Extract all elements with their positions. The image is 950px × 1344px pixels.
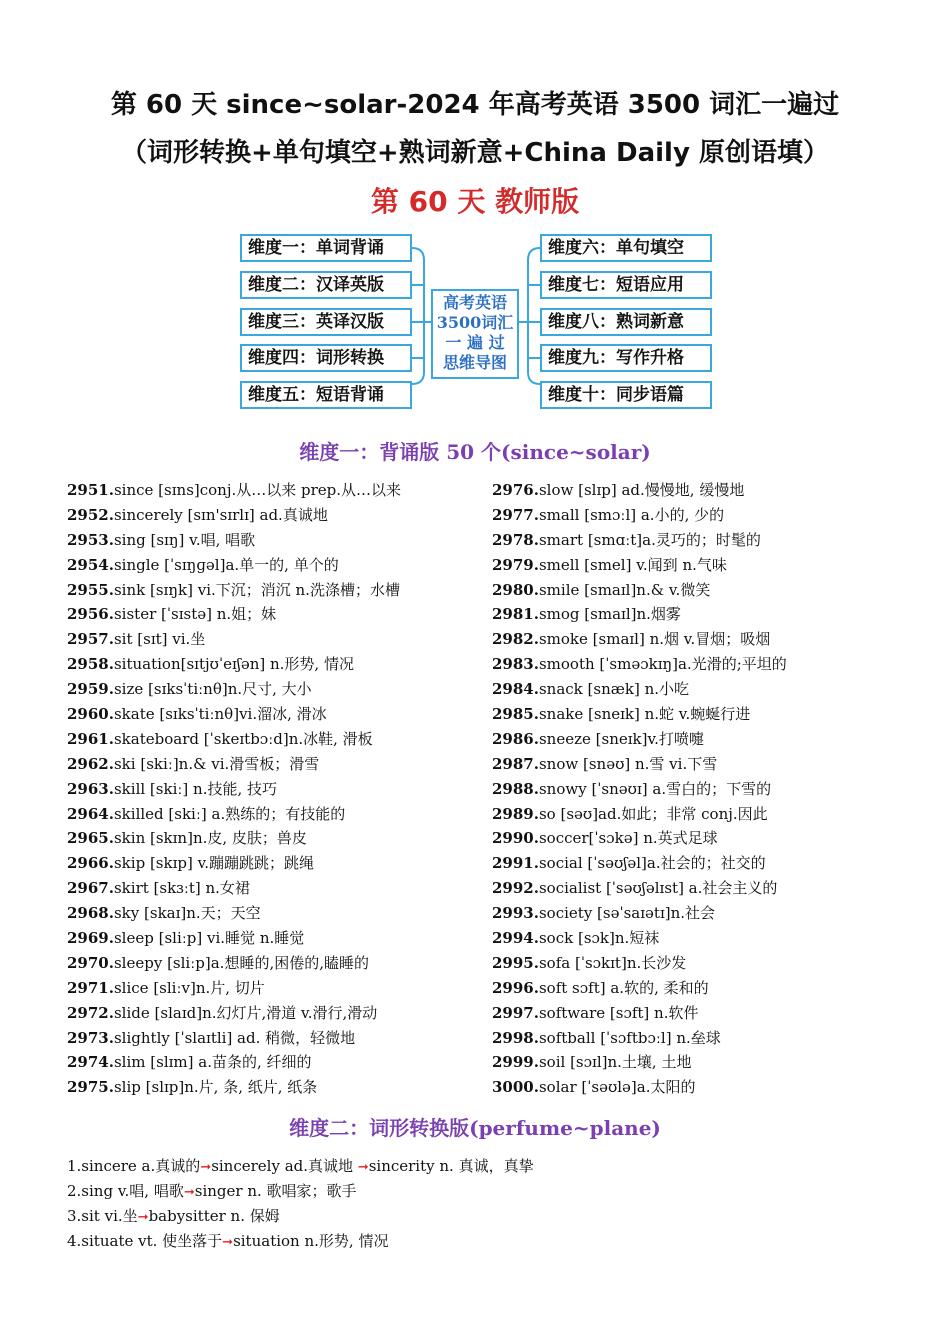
entry-definition: sock [sɔk]n.短袜 bbox=[538, 929, 660, 948]
section-heading-recitation: 维度一：背诵版 50 个(since~solar) bbox=[299, 440, 651, 464]
entry-number: 2982. bbox=[492, 630, 539, 649]
vocab-entry bbox=[492, 951, 912, 976]
entry-number: 2953. bbox=[67, 530, 114, 549]
entry-number: 2987. bbox=[492, 754, 539, 773]
word-form-item: 4.situate vt. 使坐落于 bbox=[67, 1232, 223, 1250]
entry-definition: social [ˈsəʊʃəl]a.社会的；社交的 bbox=[538, 854, 766, 873]
vocab-entry bbox=[492, 727, 912, 752]
vocab-entry bbox=[67, 602, 487, 627]
entry-number: 2951. bbox=[67, 481, 114, 499]
entry-number: 2996. bbox=[492, 978, 539, 997]
entry-definition: snack [snæk] n.小吃 bbox=[538, 680, 689, 699]
arrow-right-icon: ➞ bbox=[200, 1160, 212, 1175]
entry-number: 2991. bbox=[492, 854, 539, 873]
entry-definition: skirt [skɜːt] n.女裙 bbox=[113, 879, 250, 898]
entry-definition: slim [slɪm] a.苗条的, 纤细的 bbox=[113, 1053, 312, 1072]
entry-number: 2968. bbox=[67, 904, 114, 923]
left-bracket bbox=[412, 248, 424, 384]
word-form-item: 3.sit vi.坐 bbox=[67, 1207, 138, 1225]
entry-definition: socialist [ˈsəʊʃəlɪst] a.社会主义的 bbox=[538, 879, 778, 898]
entry-number: 2960. bbox=[67, 705, 114, 724]
vocab-entry bbox=[67, 578, 487, 603]
vocab-entry bbox=[67, 528, 487, 553]
vocab-entry bbox=[67, 702, 487, 727]
entry-number: 2954. bbox=[67, 555, 114, 574]
vocab-entry bbox=[67, 652, 487, 677]
vocab-entry bbox=[492, 677, 912, 702]
entry-definition: skate [sɪksˈtiːnθ]vi.溜冰, 滑冰 bbox=[113, 705, 327, 724]
entry-definition: society [səˈsaɪətɪ]n.社会 bbox=[538, 904, 716, 923]
entry-definition: sincerely [sɪn'sɪrlɪ] ad.真诚地 bbox=[113, 505, 328, 524]
entry-number: 2958. bbox=[67, 655, 114, 674]
entry-definition: smell [smel] v.闻到 n.气味 bbox=[538, 555, 727, 574]
vocab-entry bbox=[67, 727, 487, 752]
entry-definition: smog [smaɪl]n.烟雾 bbox=[538, 605, 681, 624]
mindmap-center-line: 思维导图 bbox=[442, 353, 507, 372]
entry-definition: single [ˈsɪŋɡəl]a.单一的, 单个的 bbox=[113, 555, 339, 574]
vocab-entry bbox=[492, 826, 912, 851]
vocab-entry bbox=[67, 976, 487, 1001]
entry-number: 2959. bbox=[67, 680, 114, 699]
entry-definition: sink [sɪŋk] vi.下沉；消沉 n.洗涤槽；水槽 bbox=[113, 580, 400, 599]
word-form-item: 1.sincere a.真诚的 bbox=[67, 1157, 201, 1175]
entry-number: 2967. bbox=[67, 879, 114, 898]
entry-definition: smart [smɑːt]a.灵巧的；时髦的 bbox=[538, 530, 761, 549]
entry-number: 2957. bbox=[67, 630, 114, 649]
word-form-row bbox=[67, 1204, 887, 1229]
entry-number: 2997. bbox=[492, 1003, 539, 1022]
arrow-right-icon: ➞ bbox=[183, 1185, 195, 1200]
entry-number: 2999. bbox=[492, 1053, 539, 1072]
mindmap-box-dimension-6: 维度六：单句填空 bbox=[540, 234, 712, 262]
entry-number: 2952. bbox=[67, 505, 114, 524]
vocab-entry bbox=[492, 802, 912, 827]
section-heading-word-forms: 维度二：词形转换版(perfume~plane) bbox=[289, 1116, 661, 1140]
entry-definition: softball [ˈsɔftbɔːl] n.垒球 bbox=[538, 1028, 721, 1047]
entry-definition: since [sɪns]conj.从…以来 prep.从…以来 bbox=[113, 481, 402, 499]
mindmap-diagram bbox=[240, 230, 712, 410]
entry-definition: smooth [ˈsməɔkɪŋ]a.光滑的;平坦的 bbox=[538, 655, 787, 674]
entry-number: 2955. bbox=[67, 580, 114, 599]
entry-definition: skin [skɪn]n.皮, 皮肤；兽皮 bbox=[113, 829, 307, 848]
entry-definition: soccer[ˈsɔkə] n.英式足球 bbox=[538, 829, 718, 848]
vocab-entry bbox=[492, 578, 912, 603]
word-form-row bbox=[67, 1179, 887, 1204]
vocab-entry bbox=[492, 602, 912, 627]
entry-number: 2979. bbox=[492, 555, 539, 574]
vocab-column-left bbox=[67, 478, 487, 1100]
vocab-entry bbox=[67, 802, 487, 827]
vocab-entry bbox=[67, 777, 487, 802]
mindmap-box-dimension-1: 维度一：单词背诵 bbox=[240, 234, 412, 262]
entry-number: 2984. bbox=[492, 680, 539, 699]
vocab-entry bbox=[67, 1050, 487, 1075]
arrow-right-icon: ➞ bbox=[357, 1160, 369, 1175]
entry-definition: small [smɔːl] a.小的, 少的 bbox=[538, 505, 725, 524]
entry-number: 2956. bbox=[67, 605, 114, 624]
word-form-item: babysitter n. 保姆 bbox=[148, 1207, 280, 1225]
entry-definition: snow [snəʊ] n.雪 vi.下雪 bbox=[538, 754, 718, 773]
entry-number: 2994. bbox=[492, 929, 539, 948]
entry-definition: sneeze [sneɪk]v.打喷嚏 bbox=[538, 729, 704, 748]
entry-definition: skateboard [ˈskeɪtbɔːd]n.冰鞋, 滑板 bbox=[113, 729, 373, 748]
entry-number: 2985. bbox=[492, 705, 539, 724]
vocab-entry bbox=[67, 1001, 487, 1026]
entry-definition: slice [sliːv]n.片, 切片 bbox=[113, 978, 265, 997]
entry-number: 2989. bbox=[492, 804, 539, 823]
mindmap-box-dimension-3: 维度三：英译汉版 bbox=[240, 308, 412, 336]
arrow-right-icon: ➞ bbox=[222, 1235, 234, 1250]
word-form-row bbox=[67, 1229, 887, 1254]
entry-number: 2963. bbox=[67, 779, 114, 798]
entry-definition: skip [skɪp] v.蹦蹦跳跳；跳绳 bbox=[113, 854, 315, 873]
entry-definition: skill [skiː] n.技能, 技巧 bbox=[113, 779, 278, 798]
vocab-entry bbox=[492, 976, 912, 1001]
vocab-entry bbox=[67, 826, 487, 851]
entry-number: 2992. bbox=[492, 879, 539, 898]
entry-number: 2988. bbox=[492, 779, 539, 798]
entry-definition: slide [slaɪd]n.幻灯片,滑道 v.滑行,滑动 bbox=[113, 1003, 378, 1022]
arrow-right-icon: ➞ bbox=[137, 1210, 149, 1225]
vocab-entry bbox=[492, 876, 912, 901]
entry-number: 2962. bbox=[67, 754, 114, 773]
vocab-entry bbox=[67, 851, 487, 876]
vocab-column-right bbox=[492, 478, 912, 1100]
vocab-entry bbox=[492, 1075, 912, 1100]
vocab-entry bbox=[492, 926, 912, 951]
entry-number: 2972. bbox=[67, 1003, 114, 1022]
entry-definition: soil [sɔɪl]n.土壤, 土地 bbox=[538, 1053, 692, 1072]
mindmap-box-dimension-9: 维度九：写作升格 bbox=[540, 344, 712, 372]
mindmap-box-dimension-4: 维度四：词形转换 bbox=[240, 344, 412, 372]
vocab-entry bbox=[492, 1050, 912, 1075]
mindmap-center-line: 3500词汇 bbox=[436, 313, 514, 332]
vocab-entry bbox=[492, 777, 912, 802]
entry-definition: snake [sneɪk] n.蛇 v.蜿蜒行进 bbox=[538, 705, 751, 724]
entry-definition: sister [ˈsɪstə] n.姐；妹 bbox=[113, 605, 277, 624]
entry-definition: slightly [ˈslaɪtli] ad. 稍微，轻微地 bbox=[113, 1028, 356, 1047]
mindmap-box-dimension-7: 维度七：短语应用 bbox=[540, 271, 712, 299]
word-form-item: situation n.形势, 情况 bbox=[233, 1232, 389, 1250]
entry-number: 2964. bbox=[67, 804, 114, 823]
word-form-list bbox=[67, 1154, 887, 1254]
vocab-entry bbox=[492, 702, 912, 727]
vocab-entry bbox=[492, 851, 912, 876]
entry-definition: slow [slɪp] ad.慢慢地, 缓慢地 bbox=[538, 481, 745, 499]
word-form-row bbox=[67, 1154, 887, 1179]
mindmap-center-line: 一 遍 过 bbox=[445, 333, 505, 352]
vocab-entry bbox=[67, 478, 487, 503]
vocab-entry bbox=[492, 528, 912, 553]
mindmap-box-dimension-2: 维度二：汉译英版 bbox=[240, 271, 412, 299]
entry-number: 2998. bbox=[492, 1028, 539, 1047]
right-bracket bbox=[528, 248, 540, 384]
entry-number: 2966. bbox=[67, 854, 114, 873]
entry-number: 2986. bbox=[492, 729, 539, 748]
entry-definition: sky [skaɪ]n.天；天空 bbox=[113, 904, 261, 923]
entry-number: 2976. bbox=[492, 481, 539, 499]
mindmap-center-line: 高考英语 bbox=[442, 293, 507, 312]
entry-number: 2977. bbox=[492, 505, 539, 524]
vocab-entry bbox=[67, 677, 487, 702]
entry-definition: skilled [skiː] a.熟练的；有技能的 bbox=[113, 804, 346, 823]
entry-number: 2990. bbox=[492, 829, 539, 848]
entry-number: 2970. bbox=[67, 953, 114, 972]
entry-definition: solar [ˈsəʊlə]a.太阳的 bbox=[538, 1078, 696, 1097]
vocab-entry bbox=[67, 1075, 487, 1100]
vocab-entry bbox=[492, 627, 912, 652]
vocab-entry bbox=[67, 951, 487, 976]
entry-number: 2965. bbox=[67, 829, 114, 848]
entry-number: 2971. bbox=[67, 978, 114, 997]
entry-number: 2969. bbox=[67, 929, 114, 948]
vocab-entry bbox=[492, 1026, 912, 1051]
vocab-entry bbox=[492, 1001, 912, 1026]
entry-definition: sleepy [sliːp]a.想睡的,困倦的,瞌睡的 bbox=[113, 953, 369, 972]
vocab-entry bbox=[67, 901, 487, 926]
entry-definition: smoke [smaɪl] n.烟 v.冒烟；吸烟 bbox=[538, 630, 771, 649]
entry-definition: ski [skiː]n.& vi.滑雪板；滑雪 bbox=[113, 754, 320, 773]
vocab-entry bbox=[67, 1026, 487, 1051]
vocab-entry bbox=[67, 926, 487, 951]
vocab-entry bbox=[67, 752, 487, 777]
vocab-entry bbox=[492, 752, 912, 777]
mindmap-center-box bbox=[431, 289, 519, 379]
word-form-item: sincerity n. 真诚，真挚 bbox=[368, 1157, 534, 1175]
entry-number: 2993. bbox=[492, 904, 539, 923]
mindmap-box-dimension-8: 维度八：熟词新意 bbox=[540, 308, 712, 336]
vocab-entry bbox=[67, 876, 487, 901]
entry-definition: software [sɔft] n.软件 bbox=[538, 1003, 699, 1022]
entry-number: 2980. bbox=[492, 580, 539, 599]
entry-definition: situation[sɪtjʊˈeɪʃən] n.形势, 情况 bbox=[113, 655, 354, 674]
document-title: 第 60 天 since~solar-2024 年高考英语 3500 词汇一遍过 bbox=[110, 90, 840, 120]
entry-definition: slip [slɪp]n.片, 条, 纸片, 纸条 bbox=[113, 1078, 318, 1097]
entry-number: 3000. bbox=[492, 1078, 539, 1097]
entry-definition: smile [smaɪl]n.& v.微笑 bbox=[538, 580, 711, 599]
word-form-item: sincerely ad.真诚地 bbox=[211, 1157, 358, 1175]
entry-number: 2974. bbox=[67, 1053, 114, 1072]
entry-number: 2961. bbox=[67, 729, 114, 748]
vocab-entry bbox=[67, 503, 487, 528]
entry-definition: sofa [ˈsɔkɪt]n.长沙发 bbox=[538, 953, 687, 972]
entry-number: 2983. bbox=[492, 655, 539, 674]
teacher-edition-label: 第 60 天 教师版 bbox=[370, 185, 580, 218]
vocab-entry bbox=[492, 478, 912, 503]
document-subtitle: （词形转换+单句填空+熟词新意+China Daily 原创语填） bbox=[121, 138, 829, 168]
entry-number: 2973. bbox=[67, 1028, 114, 1047]
entry-definition: so [səʊ]ad.如此；非常 conj.因此 bbox=[538, 804, 768, 823]
entry-definition: soft sɔft] a.软的, 柔和的 bbox=[538, 978, 709, 997]
entry-definition: size [sɪksˈtiːnθ]n.尺寸, 大小 bbox=[113, 680, 312, 699]
entry-definition: snowy [ˈsnəʊɪ] a.雪白的；下雪的 bbox=[538, 779, 772, 798]
vocab-entry bbox=[67, 627, 487, 652]
entry-definition: sleep [sliːp] vi.睡觉 n.睡觉 bbox=[113, 929, 305, 948]
vocab-entry bbox=[492, 553, 912, 578]
entry-definition: sing [sɪŋ] v.唱, 唱歌 bbox=[113, 530, 256, 549]
entry-number: 2995. bbox=[492, 953, 539, 972]
word-form-item: 2.sing v.唱, 唱歌 bbox=[67, 1182, 184, 1200]
vocab-entry bbox=[492, 901, 912, 926]
vocab-entry bbox=[492, 652, 912, 677]
entry-number: 2975. bbox=[67, 1078, 114, 1097]
mindmap-box-dimension-5: 维度五：短语背诵 bbox=[240, 381, 412, 409]
word-form-item: singer n. 歌唱家；歌手 bbox=[194, 1182, 357, 1200]
mindmap-box-dimension-10: 维度十：同步语篇 bbox=[540, 381, 712, 409]
vocab-entry bbox=[67, 553, 487, 578]
vocab-entry bbox=[492, 503, 912, 528]
entry-number: 2981. bbox=[492, 605, 539, 624]
entry-definition: sit [sɪt] vi.坐 bbox=[113, 630, 206, 649]
entry-number: 2978. bbox=[492, 530, 539, 549]
